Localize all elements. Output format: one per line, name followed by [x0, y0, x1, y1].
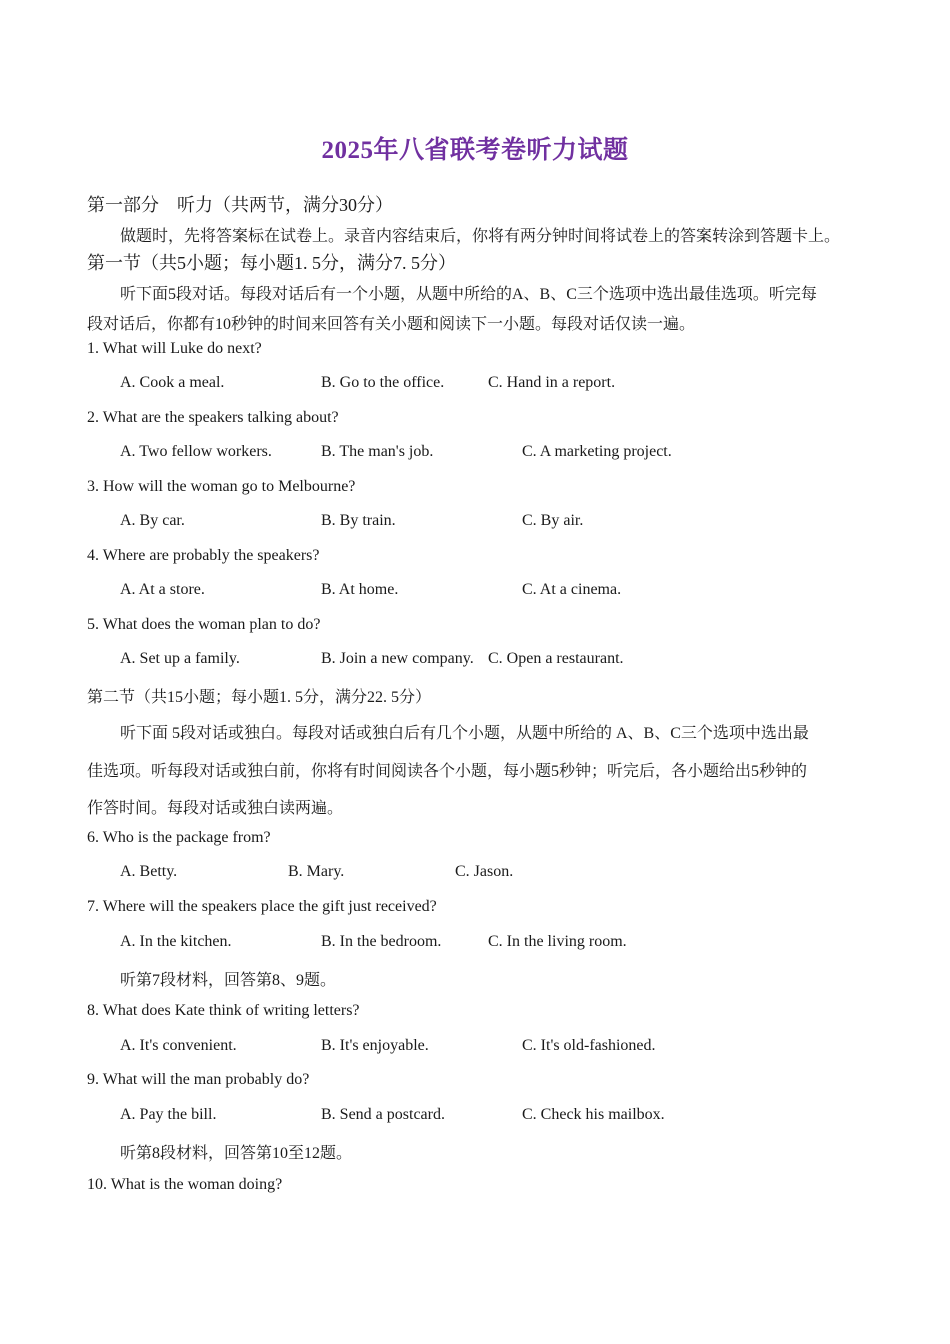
material-8-note: 听第8段材料，回答第10至12题。: [120, 1145, 353, 1162]
question-6-stem: 6. Who is the package from?: [87, 829, 271, 846]
section2-instruction-line1: 听下面 5段对话或独白。每段对话或独白后有几个小题，从题中所给的 A、B、C三个选项中选出最: [120, 725, 809, 742]
section2-instruction-line3: 作答时间。每段对话或独白读两遍。: [87, 800, 344, 817]
question-4-stem: 4. Where are probably the speakers?: [87, 547, 320, 564]
question-7-option-b: B. In the bedroom.: [321, 933, 442, 950]
question-4-option-b: B. At home.: [321, 581, 399, 598]
question-3-stem: 3. How will the woman go to Melbourne?: [87, 478, 356, 495]
question-1-stem: 1. What will Luke do next?: [87, 340, 262, 357]
section1-heading: 第一节（共5小题；每小题1. 5分，满分7. 5分）: [87, 253, 456, 273]
question-3-option-c: C. By air.: [522, 512, 584, 529]
question-5-stem: 5. What does the woman plan to do?: [87, 616, 321, 633]
section1-instruction-line1: 听下面5段对话。每段对话后有一个小题，从题中所给的A、B、C三个选项中选出最佳选项。听完每: [120, 286, 817, 303]
question-1-option-c: C. Hand in a report.: [488, 374, 616, 391]
page-title: 2025年八省联考卷听力试题: [321, 137, 629, 164]
question-9-option-b: B. Send a postcard.: [321, 1106, 445, 1123]
question-7-option-c: C. In the living room.: [488, 933, 627, 950]
question-2-option-a: A. Two fellow workers.: [120, 443, 272, 460]
question-10-stem: 10. What is the woman doing?: [87, 1176, 283, 1193]
question-9-option-c: C. Check his mailbox.: [522, 1106, 665, 1123]
question-5-option-a: A. Set up a family.: [120, 650, 240, 667]
question-6-option-c: C. Jason.: [455, 863, 514, 880]
section1-instruction-line2: 段对话后，你都有10秒钟的时间来回答有关小题和阅读下一小题。每段对话仅读一遍。: [87, 316, 696, 333]
question-8-option-b: B. It's enjoyable.: [321, 1037, 429, 1054]
question-5-option-c: C. Open a restaurant.: [488, 650, 624, 667]
question-2-option-c: C. A marketing project.: [522, 443, 672, 460]
question-5-option-b: B. Join a new company.: [321, 650, 474, 667]
question-3-option-b: B. By train.: [321, 512, 396, 529]
question-4-option-c: C. At a cinema.: [522, 581, 622, 598]
question-7-option-a: A. In the kitchen.: [120, 933, 232, 950]
question-6-option-b: B. Mary.: [288, 863, 345, 880]
question-6-option-a: A. Betty.: [120, 863, 178, 880]
material-7-note: 听第7段材料，回答第8、9题。: [120, 972, 337, 989]
question-2-option-b: B. The man's job.: [321, 443, 434, 460]
question-3-option-a: A. By car.: [120, 512, 185, 529]
question-8-stem: 8. What does Kate think of writing letters?: [87, 1002, 360, 1019]
question-9-stem: 9. What will the man probably do?: [87, 1071, 310, 1088]
question-2-stem: 2. What are the speakers talking about?: [87, 409, 339, 426]
section2-instruction-line2: 佳选项。听每段对话或独白前，你将有时间阅读各个小题，每小题5秒钟；听完后，各小题给出5秒钟的: [87, 763, 808, 780]
section2-heading: 第二节（共15小题；每小题1. 5分，满分22. 5分）: [87, 689, 432, 706]
question-1-option-b: B. Go to the office.: [321, 374, 445, 391]
part1-heading: 第一部分 听力（共两节，满分30分）: [87, 195, 393, 215]
question-8-option-a: A. It's convenient.: [120, 1037, 237, 1054]
question-9-option-a: A. Pay the bill.: [120, 1106, 217, 1123]
question-1-option-a: A. Cook a meal.: [120, 374, 225, 391]
part1-instruction: 做题时，先将答案标在试卷上。录音内容结束后，你将有两分钟时间将试卷上的答案转涂到答题卡上。: [120, 228, 841, 245]
question-8-option-c: C. It's old-fashioned.: [522, 1037, 656, 1054]
question-4-option-a: A. At a store.: [120, 581, 205, 598]
question-7-stem: 7. Where will the speakers place the gift just received?: [87, 898, 437, 915]
